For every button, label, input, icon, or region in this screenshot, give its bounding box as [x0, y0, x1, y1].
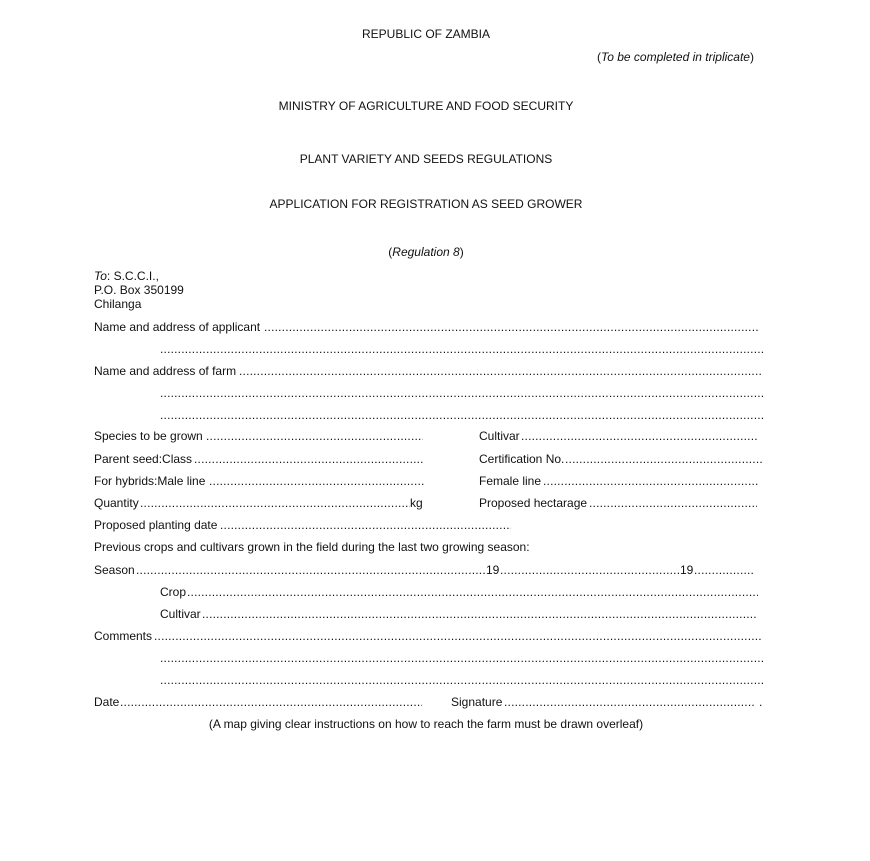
country-heading: REPUBLIC OF ZAMBIA [361, 27, 491, 41]
farm-fill-line-2[interactable] [160, 386, 763, 400]
regulation-reference: (Regulation 8) [388, 245, 464, 259]
season-year-2-fill[interactable] [694, 563, 755, 577]
signature-fill-line[interactable] [504, 695, 755, 709]
regulation-reference-text: Regulation 8 [392, 245, 460, 259]
crop-fill-line[interactable] [187, 585, 758, 599]
season-label: Season [94, 563, 135, 577]
address-line-3: Chilanga [94, 297, 142, 311]
cultivar-label: Cultivar [479, 429, 520, 443]
certification-fill-line[interactable] [565, 452, 762, 466]
season-year-1-fill[interactable] [500, 563, 680, 577]
female-line-label: Female line [479, 474, 542, 488]
species-fill-line[interactable] [206, 429, 423, 443]
farm-fill-line-3[interactable] [160, 408, 763, 422]
comments-fill-line-3[interactable] [160, 673, 763, 687]
parent-seed-fill-line[interactable] [194, 452, 424, 466]
farm-label: Name and address of farm [94, 364, 237, 378]
kg-unit: kg [410, 496, 423, 510]
species-label: Species to be grown [94, 429, 203, 443]
cultivar-fill-line[interactable] [521, 429, 757, 443]
male-line-fill-line[interactable] [209, 474, 424, 488]
comments-fill-line[interactable] [154, 629, 763, 643]
previous-crops-label: Previous crops and cultivars grown in the field during the last two growing season: [94, 540, 530, 554]
triplicate-note: (To be completed in triplicate) [597, 50, 754, 64]
season-year-2: 19 [680, 563, 694, 577]
to-label: To [94, 269, 107, 283]
address-line-2: P.O. Box 350199 [94, 283, 184, 297]
cultivar-sub-fill-line[interactable] [202, 607, 758, 621]
signature-end-dot: . [759, 695, 763, 709]
triplicate-note-text: To be completed in triplicate [601, 50, 750, 64]
farm-fill-line[interactable] [239, 364, 761, 378]
address-line-1: : S.C.C.I., [106, 269, 159, 283]
comments-label: Comments [94, 629, 153, 643]
planting-date-label: Proposed planting date [94, 518, 218, 532]
address-to-line [94, 269, 159, 283]
quantity-label: Quantity [94, 496, 139, 510]
certification-label: Certification No. [479, 452, 565, 466]
cultivar-sub-label: Cultivar [160, 607, 201, 621]
planting-date-fill-line[interactable] [220, 518, 511, 532]
regulations-heading: PLANT VARIETY AND SEEDS REGULATIONS [299, 152, 553, 166]
parent-seed-label: Parent seed:Class [94, 452, 193, 466]
signature-label: Signature [451, 695, 503, 709]
hybrids-male-label: For hybrids:Male line [94, 474, 206, 488]
date-label: Date [94, 695, 120, 709]
season-year-1: 19 [486, 563, 500, 577]
applicant-fill-line-2[interactable] [160, 342, 763, 356]
hectarage-fill-line[interactable] [589, 496, 757, 510]
hectarage-label: Proposed hectarage [479, 496, 588, 510]
map-instruction-note: (A map giving clear instructions on how to reach the farm must be drawn overleaf) [208, 717, 644, 731]
crop-label: Crop [160, 585, 187, 599]
date-fill-line[interactable] [120, 695, 422, 709]
female-line-fill-line[interactable] [543, 474, 759, 488]
applicant-label: Name and address of applicant [94, 320, 261, 334]
applicant-fill-line[interactable] [264, 320, 758, 334]
season-fill-line[interactable] [136, 563, 486, 577]
quantity-fill-line[interactable] [140, 496, 410, 510]
comments-fill-line-2[interactable] [160, 651, 763, 665]
form-title: APPLICATION FOR REGISTRATION AS SEED GROWER [269, 197, 583, 211]
ministry-heading: MINISTRY OF AGRICULTURE AND FOOD SECURITY [278, 99, 574, 113]
